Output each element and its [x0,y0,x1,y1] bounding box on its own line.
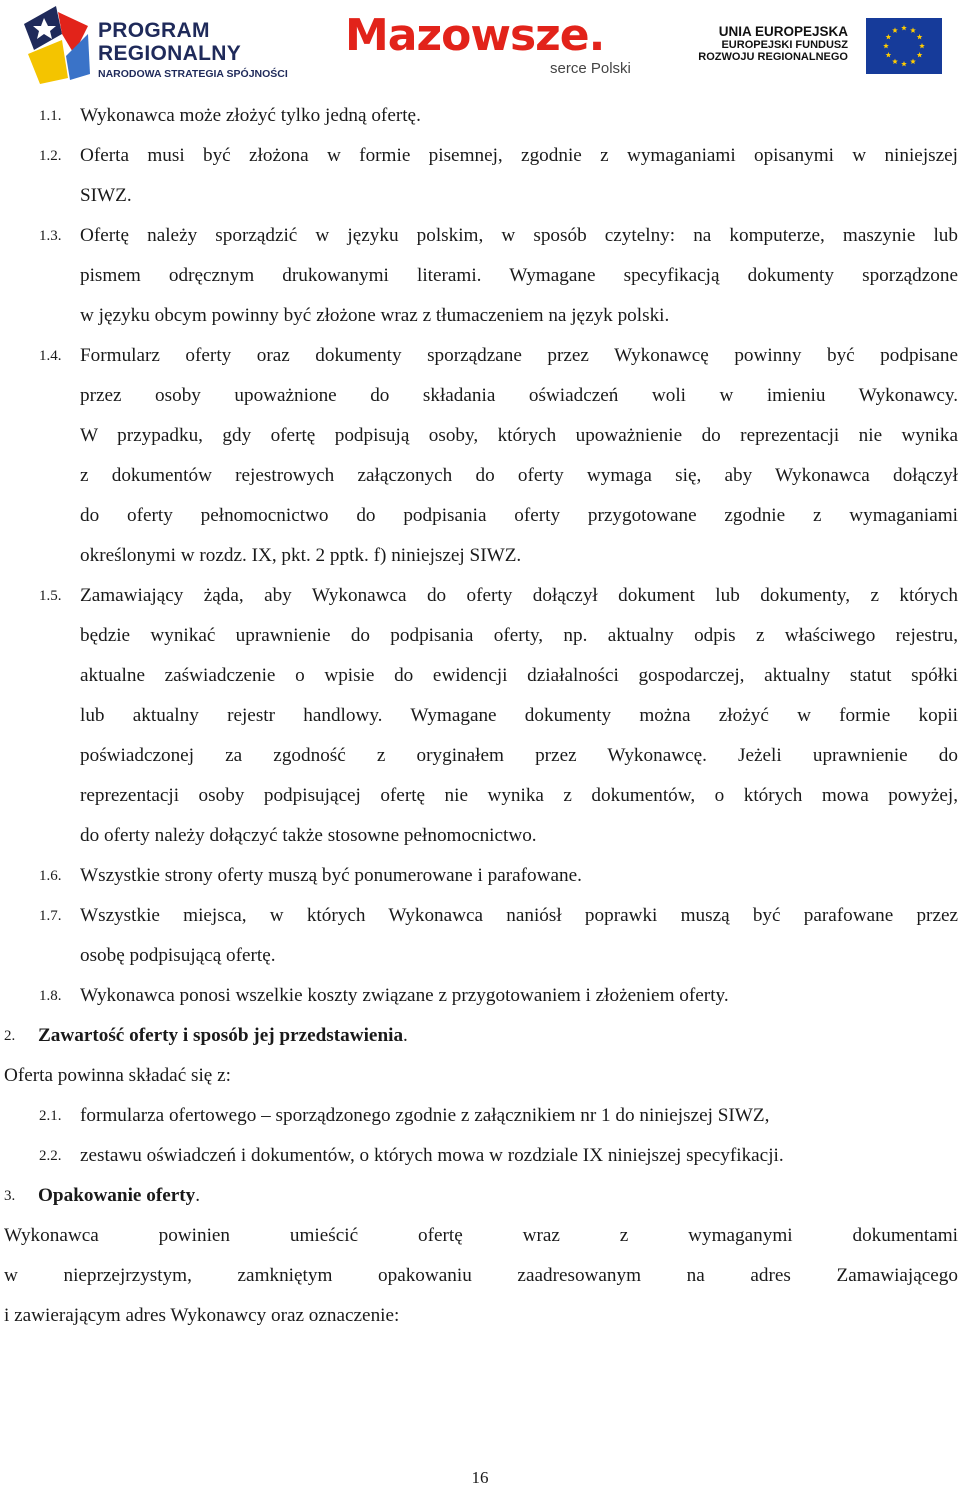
item-number: 1.5. [39,588,62,604]
item-text-line: aktualne zaświadczenie o wpisie do ewidencji działalności gospodarczej, aktualny statut spółki [80,665,958,686]
item-number: 2.1. [39,1108,62,1124]
program-regionalny-logo [22,4,312,88]
paragraph-line: Wykonawca powinien umieścić ofertę wraz z wymaganymi dokumentami [4,1225,958,1246]
eu-logo [690,18,945,80]
item-text-line: zestawu oświadczeń i dokumentów, o których mowa w rozdziale IX niniejszej specyfikacji. [80,1145,784,1166]
item-number: 1.8. [39,988,62,1004]
item-text-line: Wykonawca może złożyć tylko jedną ofertę. [80,105,421,126]
item-text-line: Wykonawca ponosi wszelkie koszty związane z przygotowaniem i złożeniem oferty. [80,985,729,1006]
item-text-line: do oferty należy dołączyć także stosowne pełnomocnictwo. [80,825,537,846]
item-text-line: do oferty pełnomocnictwo do podpisania oferty przygotowane zgodnie z wymaganiami [80,505,958,526]
item-text-line: będzie wynikać uprawnienie do podpisania oferty, np. aktualny odpis z właściwego rejestru, [80,625,958,646]
program-regionalny-mark-icon [22,4,92,88]
item-number: 2.2. [39,1148,62,1164]
item-text-line: określonymi w rozdz. IX, pkt. 2 pptk. f) niniejszej SIWZ. [80,545,522,566]
mazowsze-wordmark: Mazowsze. [345,10,605,61]
strategia-line: NARODOWA STRATEGIA SPÓJNOŚCI [98,68,288,80]
paragraph-line: w nieprzejrzystym, zamkniętym opakowaniu zaadresowanym na adres Zamawiającego [4,1265,958,1286]
mazowsze-logo [345,10,645,84]
section-number: 3. [4,1188,16,1204]
item-number: 1.6. [39,868,62,884]
mazowsze-tagline: serce Polski [550,60,631,77]
section-number: 2. [4,1028,16,1044]
section-title: Zawartość oferty i sposób jej przedstawienia [38,1025,404,1046]
section-title-end: . [195,1185,201,1206]
item-text-line: Wszystkie miejsca, w których Wykonawca naniósł poprawki muszą być parafowane przez [80,905,958,926]
eu-flag-icon [866,18,942,74]
eu-line-3: ROZWOJU REGIONALNEGO [698,51,848,64]
item-text-line: w języku obcym powinny być złożone wraz z tłumaczeniem na język polski. [80,305,670,326]
section-title: Opakowanie oferty [38,1185,196,1206]
section-heading [38,1024,408,1048]
regionalny-line: REGIONALNY [98,42,242,65]
section-title-end: . [403,1025,408,1046]
item-number: 1.3. [39,228,62,244]
page-number: 16 [471,1468,489,1487]
item-text-line: W przypadku, gdy ofertę podpisują osoby, których upoważnienie do reprezentacji nie wynika [80,425,958,446]
item-number: 1.4. [39,348,62,364]
item-text-line: pismem odręcznym drukowanymi literami. Wymagane specyfikacją dokumenty sporządzone [80,265,958,286]
program-line: PROGRAM [98,19,210,42]
section-heading [38,1184,200,1208]
item-text-line: Ofertę należy sporządzić w języku polskim, w sposób czytelny: na komputerze, maszynie lub [80,225,958,246]
item-text-line: Zamawiający żąda, aby Wykonawca do oferty dołączył dokument lub dokumenty, z których [80,585,958,606]
eu-line-2: EUROPEJSKI FUNDUSZ [721,39,848,52]
item-text-line: przez osoby upoważnione do składania oświadczeń woli w imieniu Wykonawcy. [80,385,958,406]
page-header [0,0,960,92]
item-text-line: Oferta musi być złożona w formie pisemnej, zgodnie z wymaganiami opisanymi w niniejszej [80,145,958,166]
item-text-line: poświadczonej za zgodność z oryginałem przez Wykonawcę. Jeżeli uprawnienie do [80,745,958,766]
paragraph-line: i zawierającym adres Wykonawcy oraz oznaczenie: [4,1305,400,1326]
item-text-line: Wszystkie strony oferty muszą być ponumerowane i parafowane. [80,865,582,886]
item-number: 1.1. [39,108,62,124]
section-intro: Oferta powinna składać się z: [4,1065,231,1086]
item-text-line: z dokumentów rejestrowych załączonych do oferty wymaga się, aby Wykonawca dołączył [80,465,958,486]
item-number: 1.7. [39,908,62,924]
eu-line-1: UNIA EUROPEJSKA [718,24,848,39]
item-text-line: Formularz oferty oraz dokumenty sporządzane przez Wykonawcę powinny być podpisane [80,345,958,366]
item-text-line: lub aktualny rejestr handlowy. Wymagane dokumenty można złożyć w formie kopii [80,705,958,726]
item-text-line: osobę podpisującą ofertę. [80,945,276,966]
item-text-line: SIWZ. [80,185,132,206]
item-number: 1.2. [39,148,62,164]
item-text-line: formularza ofertowego – sporządzonego zgodnie z załącznikiem nr 1 do niniejszej SIWZ, [80,1105,770,1126]
item-text-line: reprezentacji osoby podpisującej ofertę nie wynika z dokumentów, o których mowa powyżej, [80,785,958,806]
